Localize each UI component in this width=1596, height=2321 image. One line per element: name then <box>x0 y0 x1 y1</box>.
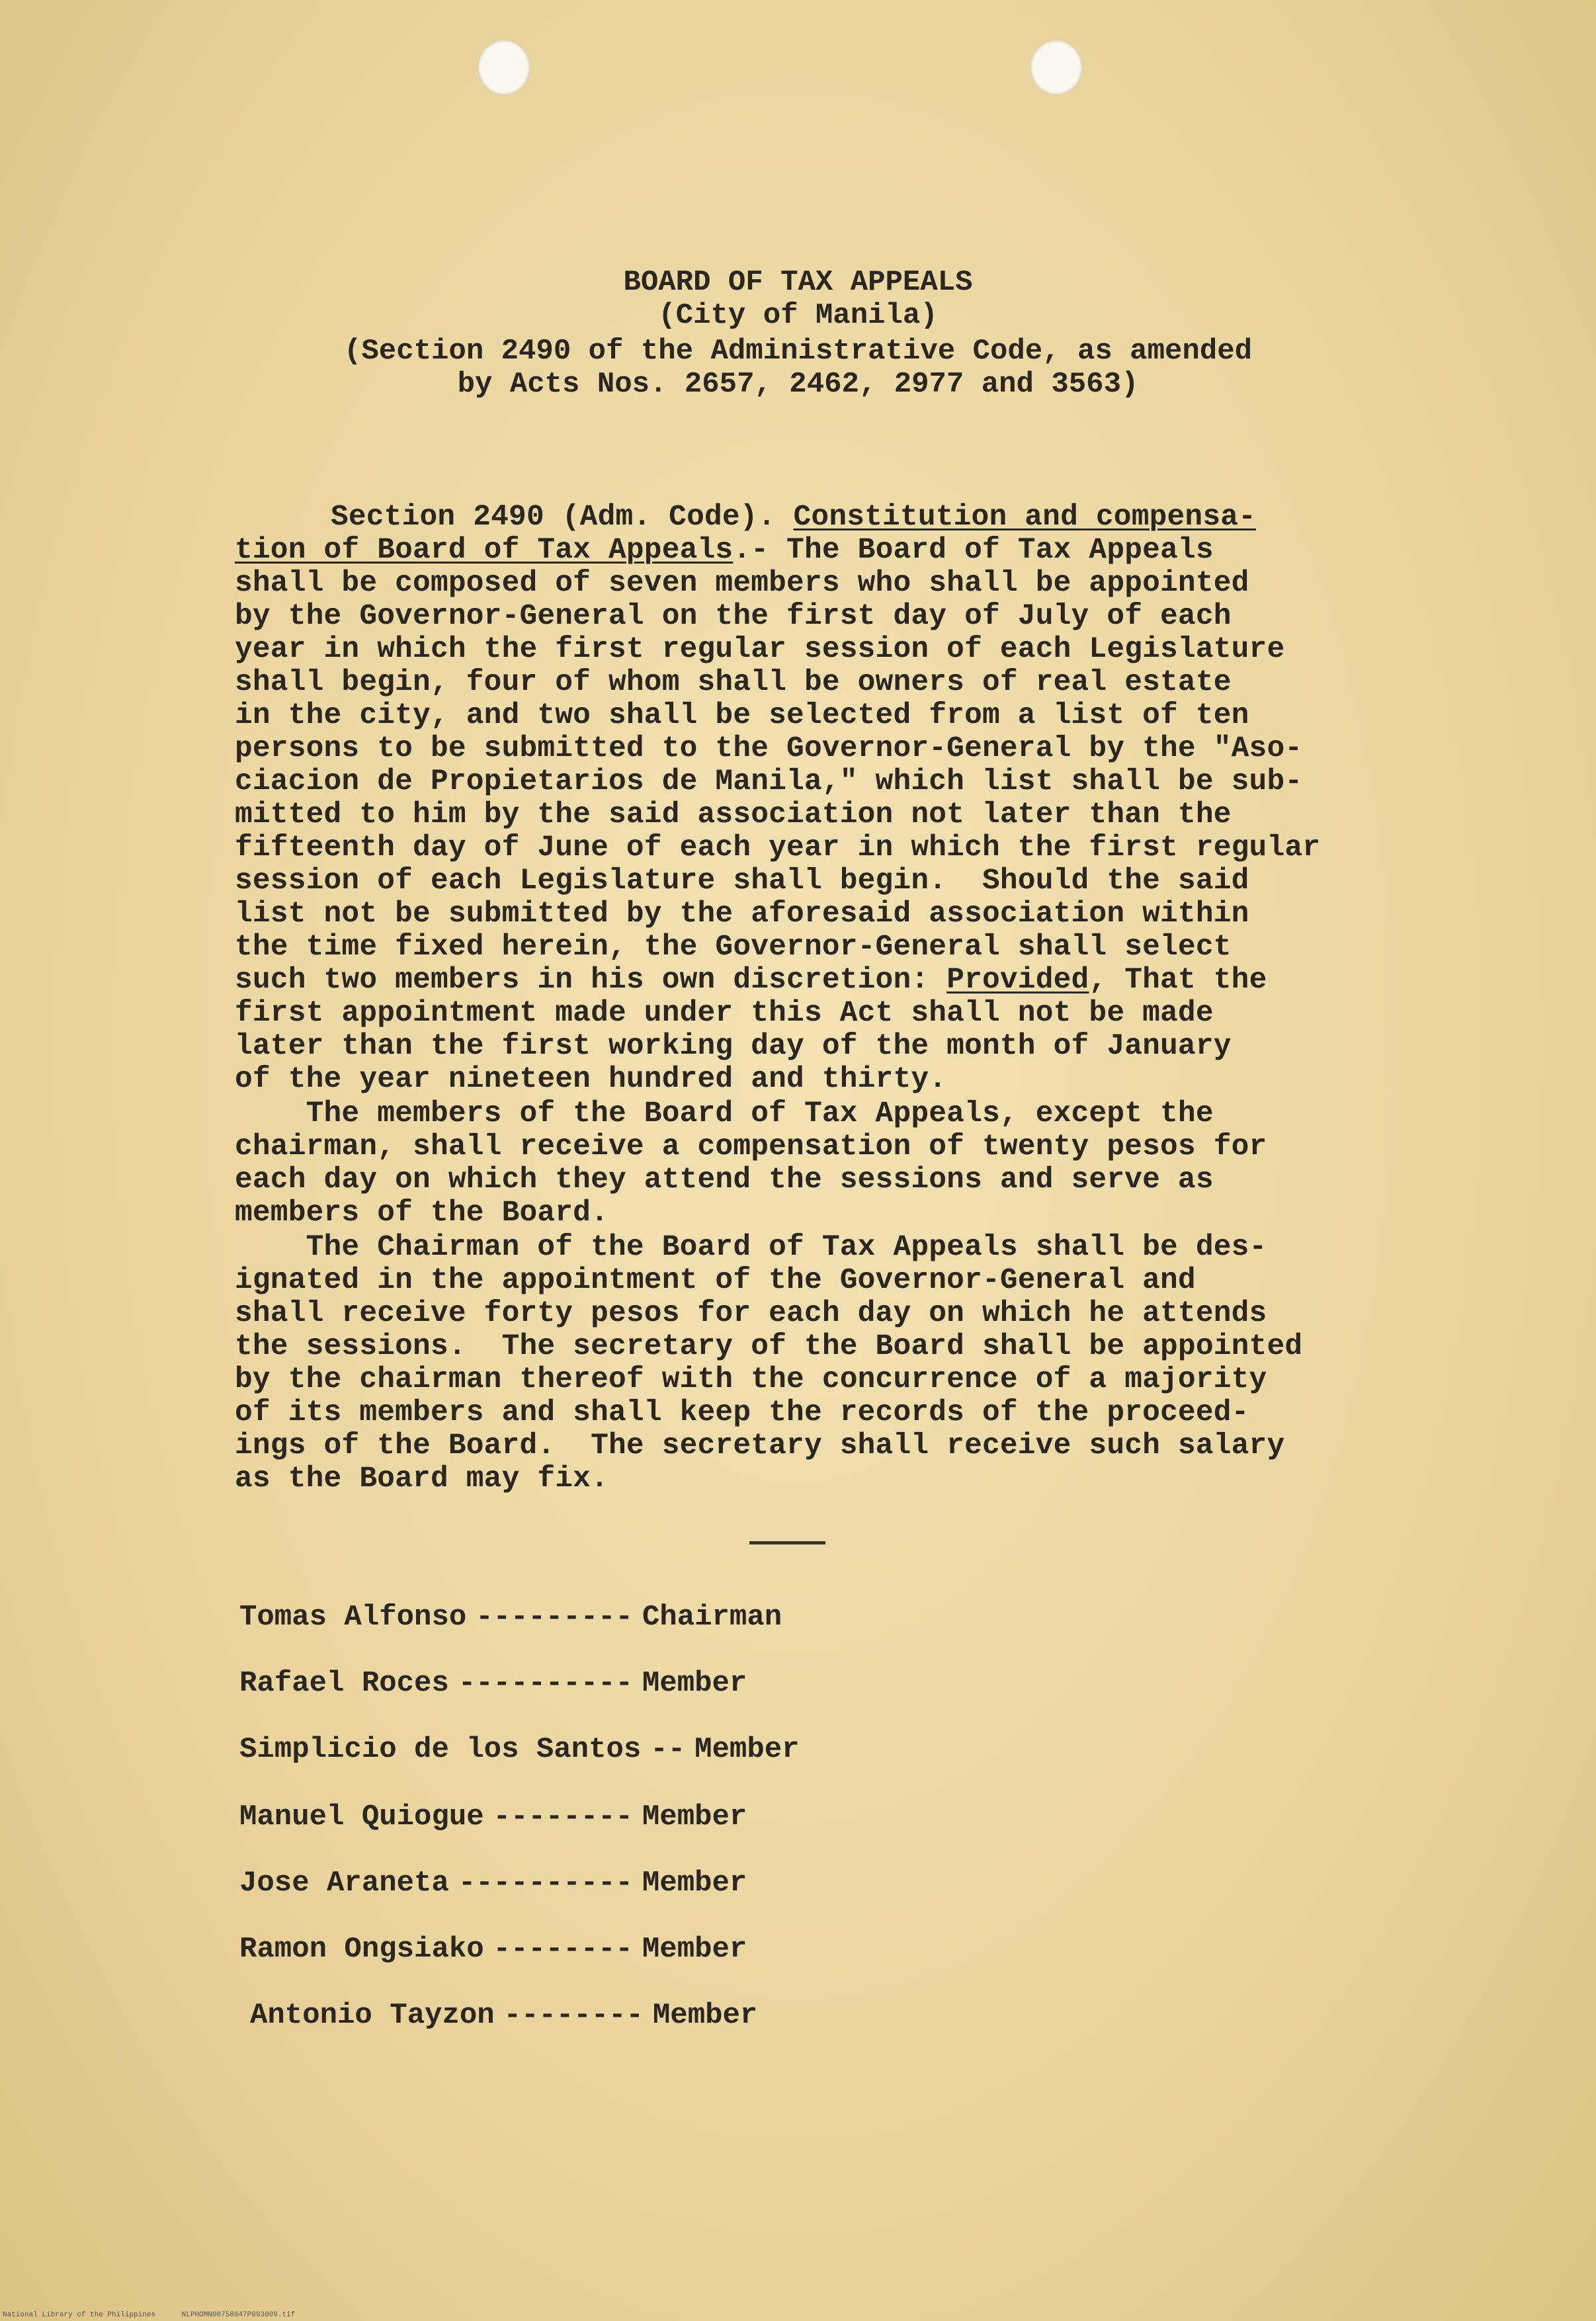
archive-footer: National Library of the Philippines NLPHOMN00758047P093009.tif <box>3 2311 296 2319</box>
body-line: shall begin, four of whom shall be owners of real estate <box>235 666 1232 699</box>
member-role: Chairman <box>642 1601 782 1634</box>
section-line1-rest: .- The Board of Tax Appeals <box>733 534 1214 567</box>
body-line: year in which the first regular session of each Legislature <box>235 633 1285 666</box>
body-line: by the chairman thereof with the concurrence of a majority <box>235 1363 1267 1396</box>
member-row <box>239 1733 800 1766</box>
proviso-post: , That the <box>1089 964 1267 997</box>
body-line: ignated in the appointment of the Governor-General and <box>235 1264 1196 1297</box>
member-role: Member <box>694 1733 800 1766</box>
reference-line-1: (Section 2490 of the Administrative Code, as amended <box>343 335 1253 368</box>
member-row <box>250 1999 757 2032</box>
body-line: first appointment made under this Act shall not be made <box>235 997 1214 1030</box>
member-name: Jose Araneta <box>239 1867 449 1900</box>
body-line: The Chairman of the Board of Tax Appeals shall be des- <box>235 1231 1267 1264</box>
member-name: Manuel Quiogue <box>239 1800 484 1834</box>
body-line: of its members and shall keep the records of the proceed- <box>235 1396 1249 1429</box>
member-role: Member <box>642 1933 747 1966</box>
body-line: session of each Legislature shall begin. Should the said <box>235 865 1249 898</box>
section-first-line <box>331 501 1256 534</box>
member-dashes: -------- <box>493 1800 633 1834</box>
body-line: The members of the Board of Tax Appeals, except the <box>235 1097 1214 1130</box>
body-line: as the Board may fix. <box>235 1462 609 1496</box>
member-row <box>239 1667 747 1700</box>
section-title-part2: tion of Board of Tax Appeals <box>235 534 734 567</box>
document-subtitle: (City of Manila) <box>658 299 938 332</box>
member-role: Member <box>652 1999 758 2032</box>
body-line: the time fixed herein, the Governor-General shall select <box>235 931 1232 964</box>
body-line: ings of the Board. The secretary shall receive such salary <box>235 1429 1285 1462</box>
member-role: Member <box>642 1800 747 1834</box>
document-title: BOARD OF TAX APPEALS <box>623 266 973 299</box>
member-name: Rafael Roces <box>239 1667 449 1700</box>
body-line: the sessions. The secretary of the Board shall be appointed <box>235 1330 1303 1363</box>
member-role: Member <box>642 1667 747 1700</box>
member-name: Tomas Alfonso <box>239 1601 467 1634</box>
member-dashes: --------- <box>476 1601 633 1634</box>
section-intro: Section 2490 (Adm. Code). <box>331 501 794 534</box>
member-row-chairman <box>239 1601 782 1634</box>
body-line: ciacion de Propietarios de Manila," which list shall be sub- <box>235 765 1303 798</box>
member-dashes: -- <box>650 1733 686 1766</box>
member-dashes: -------- <box>493 1933 633 1966</box>
body-line: of the year nineteen hundred and thirty. <box>235 1063 947 1096</box>
punch-hole-right <box>1030 40 1083 95</box>
body-line: later than the first working day of the month of January <box>235 1030 1232 1063</box>
body-line: shall be composed of seven members who shall be appointed <box>235 567 1249 600</box>
body-line: fifteenth day of June of each year in which the first regular <box>235 831 1321 865</box>
proviso-line <box>235 964 1267 997</box>
member-dashes: ---------- <box>458 1867 633 1900</box>
proviso-pre: such two members in his own discretion: <box>235 964 947 997</box>
body-line: by the Governor-General on the first day of July of each <box>235 600 1232 633</box>
body-line: mitted to him by the said association not later than the <box>235 798 1232 831</box>
proviso-word: Provided <box>946 964 1089 997</box>
section-divider <box>749 1541 825 1544</box>
body-line: shall receive forty pesos for each day on which he attends <box>235 1297 1267 1330</box>
member-role: Member <box>642 1867 747 1900</box>
member-row <box>239 1800 747 1834</box>
member-row <box>239 1867 747 1900</box>
body-line: persons to be submitted to the Governor-General by the "Aso- <box>235 732 1303 765</box>
member-row <box>239 1933 747 1966</box>
body-line: each day on which they attend the sessions and serve as <box>235 1163 1214 1197</box>
body-line: in the city, and two shall be selected from a list of ten <box>235 699 1249 732</box>
member-name: Simplicio de los Santos <box>239 1733 642 1766</box>
body-line: members of the Board. <box>235 1197 609 1230</box>
section-second-line <box>235 534 1214 567</box>
member-dashes: ---------- <box>458 1667 633 1700</box>
member-name: Ramon Ongsiako <box>239 1933 484 1966</box>
body-line: list not be submitted by the aforesaid association within <box>235 898 1249 931</box>
reference-line-2: by Acts Nos. 2657, 2462, 2977 and 3563) <box>457 368 1139 401</box>
section-title-part1: Constitution and compensa- <box>793 501 1257 534</box>
punch-hole-left <box>478 40 530 95</box>
member-name: Antonio Tayzon <box>250 1999 495 2032</box>
body-line: chairman, shall receive a compensation of twenty pesos for <box>235 1130 1267 1163</box>
member-dashes: -------- <box>503 1999 644 2032</box>
